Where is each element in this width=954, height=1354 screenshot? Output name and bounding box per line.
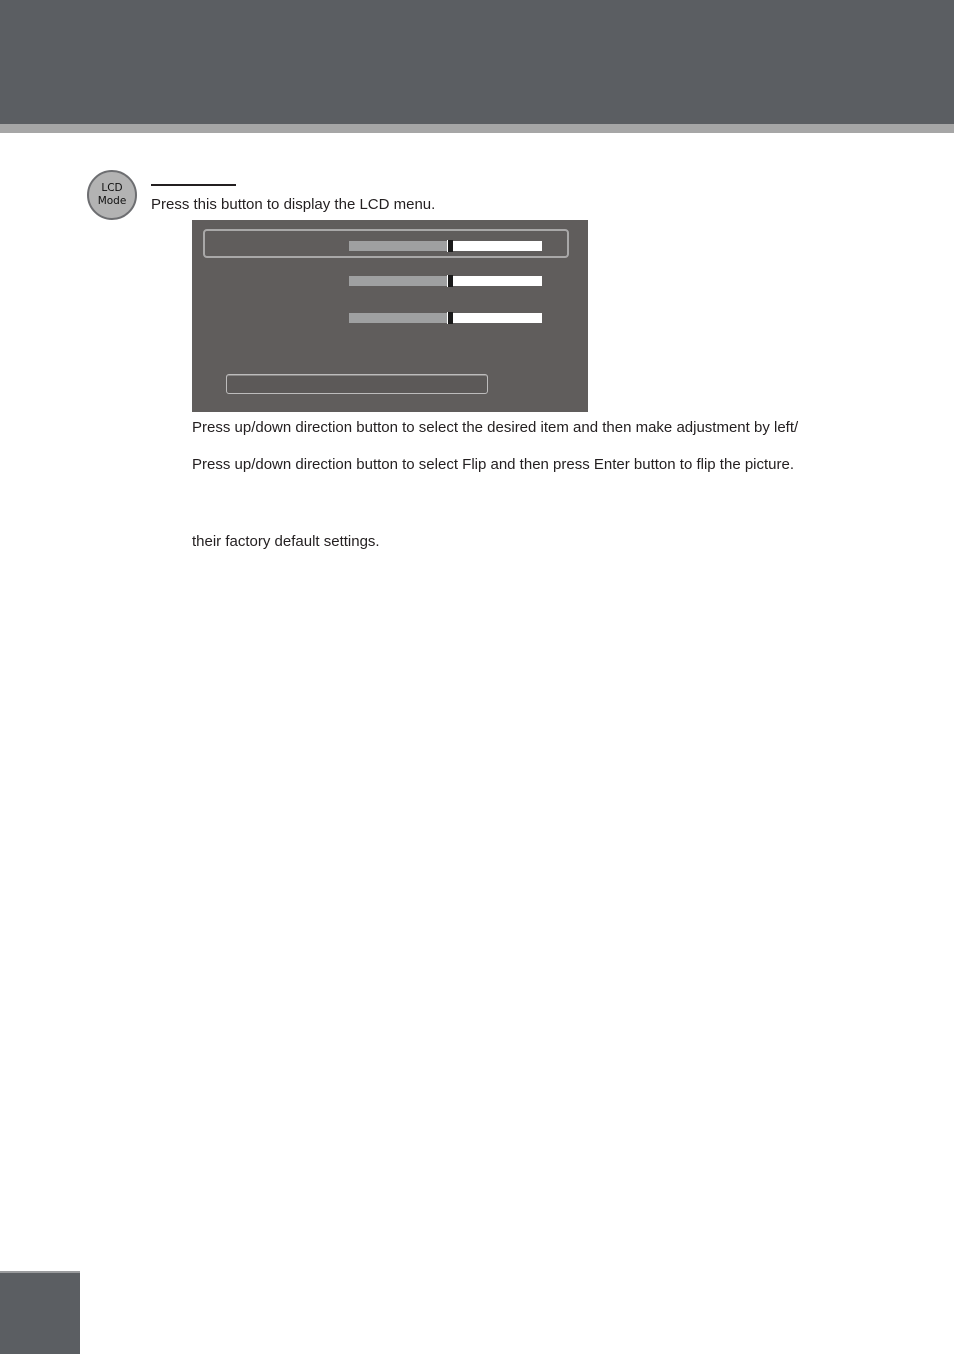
slider-fill: [349, 276, 447, 286]
lcd-mode-button-line2: Mode: [97, 195, 127, 207]
slider-fill: [349, 313, 447, 323]
header-stripe: [0, 124, 954, 133]
slider-thumb: [447, 312, 453, 324]
header-band: [0, 0, 954, 124]
lcd-menu-screenshot: [192, 220, 588, 412]
menu-reset-box: [226, 374, 488, 394]
instruction-adjust: Press up/down direction button to select the desired item and then make adjustment by left/: [192, 419, 799, 436]
slider-fill: [349, 241, 447, 251]
lcd-mode-button-icon: [87, 170, 137, 220]
heading-rule: [151, 184, 236, 186]
menu-slider-3: [349, 313, 542, 323]
intro-text: Press this button to display the LCD menu.: [151, 196, 436, 213]
slider-thumb: [447, 240, 453, 252]
slider-thumb: [447, 275, 453, 287]
instruction-reset-tail: their factory default settings.: [192, 533, 380, 550]
instruction-flip: Press up/down direction button to select Flip and then press Enter button to flip the picture.: [192, 456, 795, 473]
menu-slider-2: [349, 276, 542, 286]
slider-track: [453, 313, 542, 323]
slider-track: [453, 241, 542, 251]
menu-slider-1: [349, 241, 542, 251]
page-number-tab: [0, 1271, 80, 1354]
slider-track: [453, 276, 542, 286]
lcd-mode-button-line1: LCD: [101, 182, 123, 194]
